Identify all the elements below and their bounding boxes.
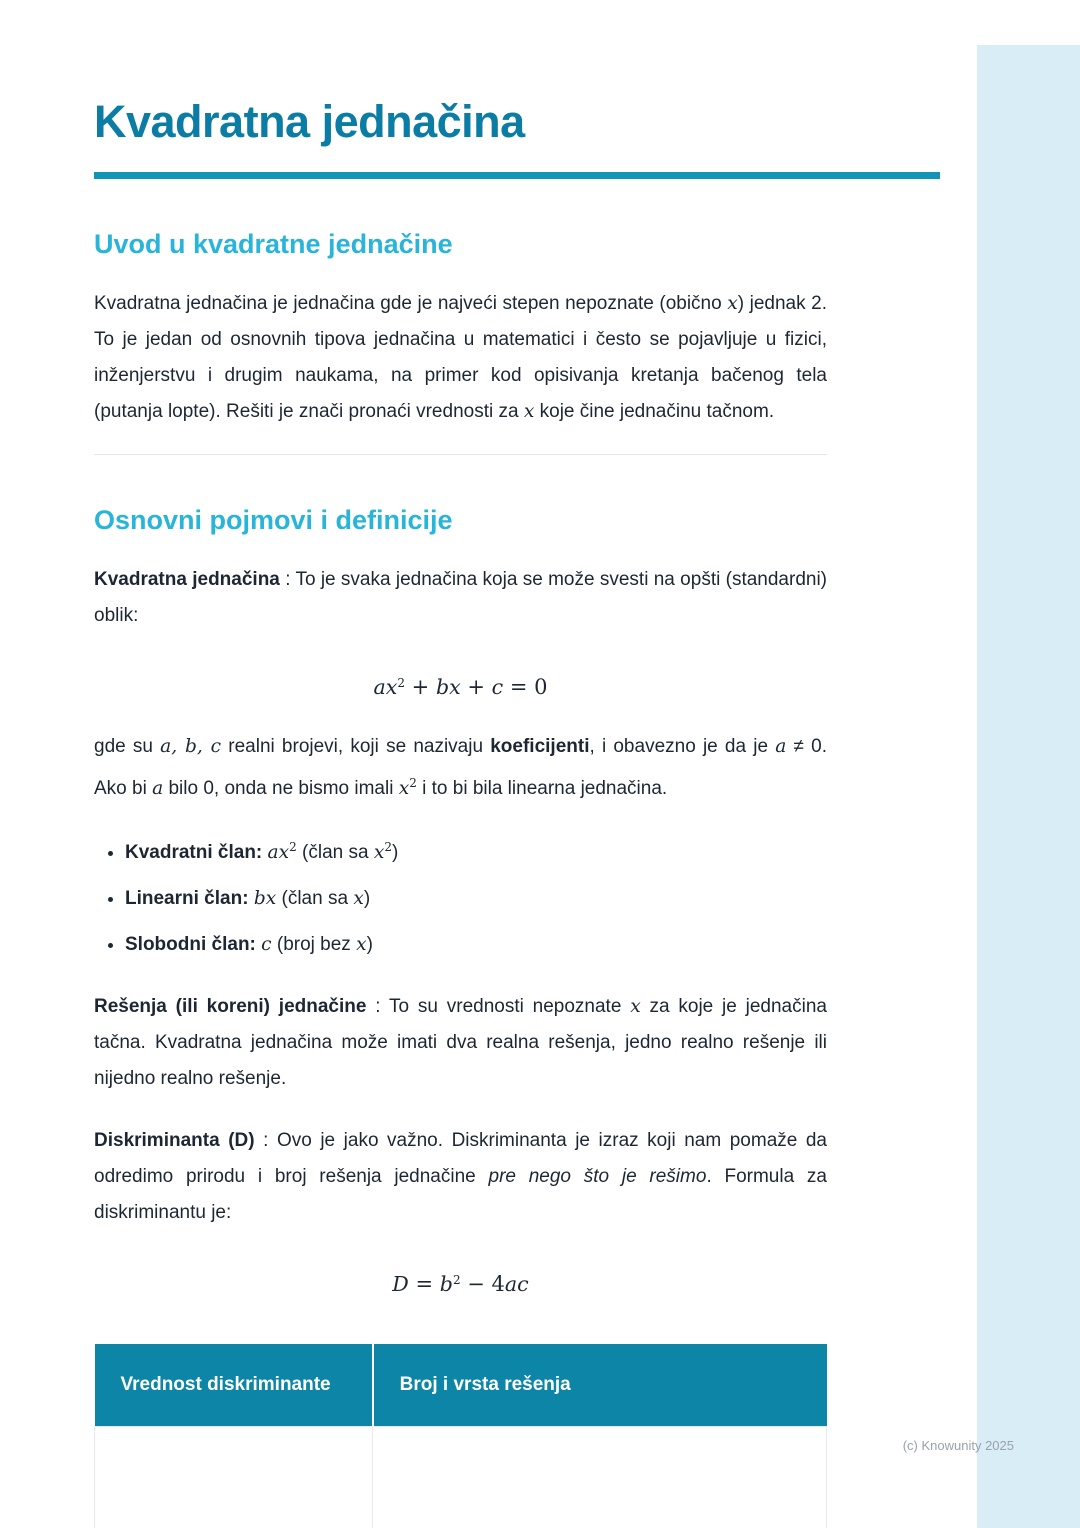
text-run: koje čine jednačinu tačnom. [534,400,775,422]
text-run: : To su vrednosti nepoznate [366,995,631,1017]
inline-math: a [152,777,164,799]
inline-math: x [373,841,385,863]
text-run: Kvadratna jednačina [94,568,280,590]
inline-math: 2 [452,1272,461,1287]
text-run: pre nego što je rešimo [488,1165,707,1187]
inline-math: ax [267,841,290,863]
text-run: koeficijenti [490,735,590,757]
text-run: ) [363,887,371,909]
text-run: za koje je jednačina tačna. Kvadratna jednačina može imati dva realna rešenja, jedno realno rešenje ili nijedno realno rešenje. [94,995,827,1089]
text-run: ) jednak 2. To je jedan od osnovnih tipova jednačina u matematici i često se pojavljuje u fizici, inženjerstvu i drugim naukama, na primer kod opisivanja kretanja bačenog tela (putanja lopte). Rešiti je znači pronaći vrednosti za [94,292,827,422]
discriminant-table [94,1344,827,1528]
bullet-item [125,881,827,917]
side-panel [977,45,1080,1528]
inline-math: x [727,292,738,314]
math-formula [94,668,827,703]
text-run: Kvadratni član: [125,841,268,863]
table-header-row [95,1344,827,1427]
inline-math: a, b, c [160,735,222,757]
inline-math: 2 [289,839,297,854]
bullet-list [94,829,827,963]
inline-math: ax [373,674,398,699]
inline-math: bx [435,674,461,699]
paragraph [94,729,827,807]
inline-math: x [353,887,364,909]
text-run: Slobodni član: [125,933,262,955]
text-run: . Formula za diskriminantu je: [94,1165,827,1223]
paragraph [94,989,827,1097]
table-header-cell: Vrednost diskriminante [95,1344,373,1427]
inline-math: D [392,1271,409,1296]
text-run: ≠ 0. Ako bi [94,735,827,799]
inline-math: c [491,674,504,699]
bullet-item [125,829,827,871]
inline-math: c [261,933,272,955]
document-content [94,0,827,1528]
inline-math: b [439,1271,453,1296]
text-run: (član sa [276,887,354,909]
text-run: realni brojevi, koji se nazivaju [221,735,491,757]
inline-math: x [398,777,410,799]
text-run: Kvadratna jednačina je jednačina gde je najveći stepen nepoznate (obično [94,292,728,314]
inline-math: x [523,400,535,422]
document-flow [94,229,827,1528]
table-cell [373,1426,827,1528]
text-run: (član sa [296,841,374,863]
text-run: Rešenja (ili koreni) jednačine [94,995,367,1017]
inline-math: ac [504,1271,529,1296]
paragraph [94,1123,827,1231]
paragraph [94,286,827,430]
title-rule [94,172,940,179]
bullet-item [125,927,827,963]
inline-math: x [356,933,367,955]
inline-math: 2 [409,775,417,790]
inline-math: = [408,1271,440,1296]
inline-math: − 4 [460,1271,505,1296]
inline-math: 2 [397,675,405,690]
section-heading: Osnovni pojmovi i definicije [94,504,453,535]
text-run: i to bi bila linearna jednačina. [416,777,668,799]
copyright-watermark: (c) Knowunity 2025 [902,1438,1014,1453]
table-header-cell: Broj i vrsta rešenja [373,1344,827,1427]
inline-math: 2 [384,839,393,854]
section-heading: Uvod u kvadratne jednačine [94,228,453,259]
inline-math: x [630,995,641,1017]
table-row [95,1426,827,1528]
inline-math: + [460,674,492,699]
math-formula [94,1265,827,1300]
text-run: gde su [94,735,161,757]
inline-math: = 0 [503,674,548,699]
inline-math: + [404,674,436,699]
inline-math: bx [253,887,277,909]
text-run: ) [392,841,399,863]
inline-math: a [775,735,787,757]
text-run: , i obavezno je da je [589,735,776,757]
text-run: Diskriminanta (D) [94,1129,255,1151]
page-title: Kvadratna jednačina [94,96,525,147]
text-run: bilo 0, onda ne bismo imali [163,777,399,799]
table-cell [95,1426,373,1528]
text-run: : To je svaka jednačina koja se može svesti na opšti (standardni) oblik: [94,568,828,626]
text-run: : Ovo je jako važno. Diskriminanta je izraz koji nam pomaže da odredimo prirodu i broj rešenja jednačine [94,1129,828,1187]
text-run: (broj bez [271,933,357,955]
paragraph [94,562,827,634]
text-run: Linearni član: [125,887,254,909]
section-divider [94,454,827,455]
text-run: ) [366,933,373,955]
